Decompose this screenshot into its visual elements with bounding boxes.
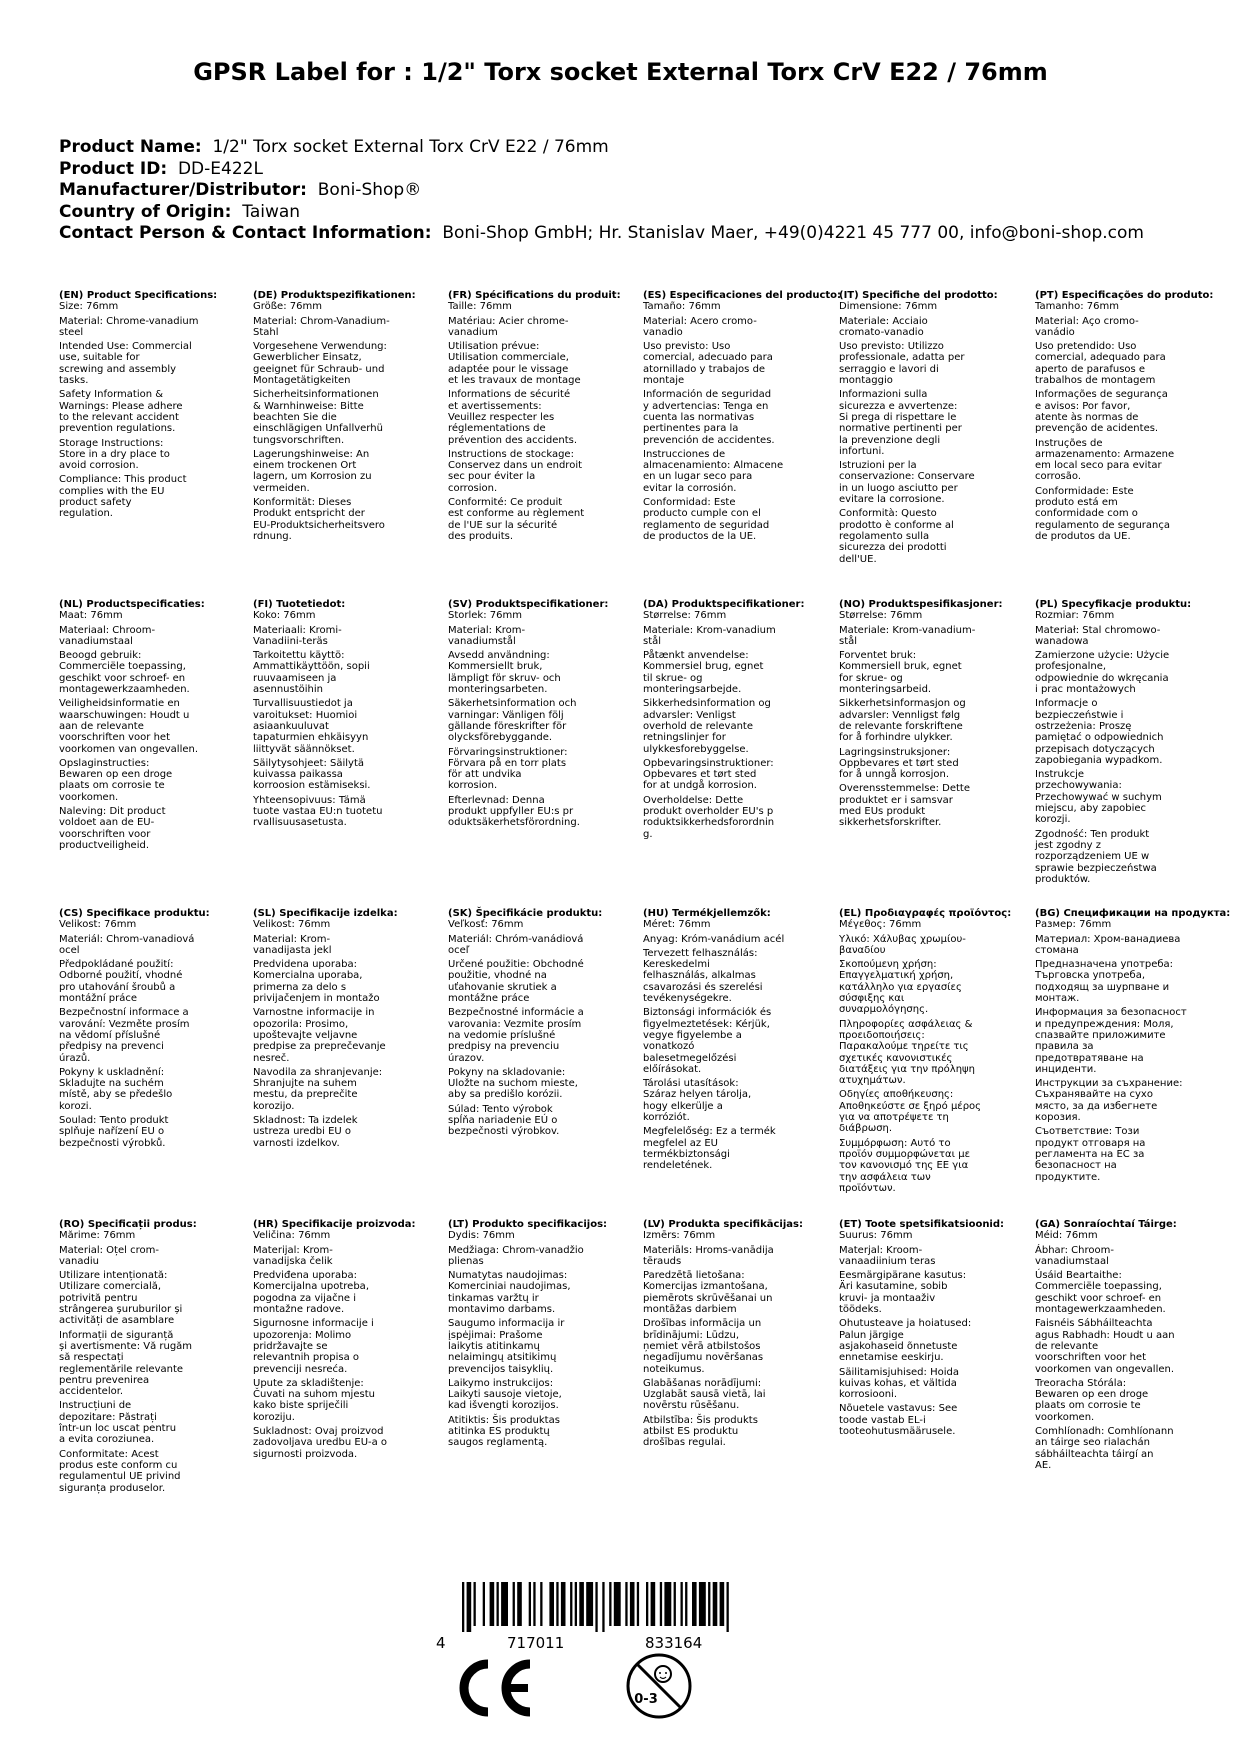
value: Boni-Shop GmbH; Hr. Stanislav Maer, +49(0)4221 45 777 00, info@boni-shop.com bbox=[442, 223, 1144, 243]
label: Manufacturer/Distributor: bbox=[59, 180, 307, 200]
spec-line: Sigurnosne informacije i upozorenja: Molimo pridržavajte se relevantnih propisa o prevenciji nesreća. bbox=[253, 1318, 374, 1375]
spec-heading: (HU) Termékjellemzők: bbox=[643, 908, 771, 919]
spec-line: Storage Instructions: Store in a dry place to avoid corrosion. bbox=[59, 437, 170, 472]
spec-line: Størrelse: 76mm bbox=[643, 610, 727, 622]
spec-heading: (SV) Produktspecifikationer: bbox=[448, 599, 609, 610]
spec-line: Skladnost: Ta izdelek ustreza uredbi EU o varnosti izdelkov. bbox=[253, 1115, 358, 1149]
spec-line: Material: Oțel crom- vanadiu bbox=[59, 1244, 159, 1267]
barcode-bar bbox=[570, 1582, 572, 1626]
barcode-bar bbox=[660, 1582, 662, 1626]
spec-line: Safety Information & Warnings: Please adhere to the relevant accident prevention regulations. bbox=[59, 389, 183, 435]
spec-block bbox=[59, 908, 239, 1152]
spec-line: Velikost: 76mm bbox=[59, 919, 137, 931]
spec-line: Bezpečnostné informácie a varovania: Vezmite prosím na vedomie príslušné predpisy na prevenciu úrazov. bbox=[448, 1007, 584, 1064]
barcode-bar bbox=[513, 1582, 515, 1626]
spec-heading: (HR) Specifikacije proizvoda: bbox=[253, 1219, 416, 1230]
barcode-bar bbox=[674, 1582, 676, 1626]
spec-block bbox=[448, 290, 628, 545]
barcode-group-1: 717011 bbox=[507, 1634, 565, 1652]
spec-line: Avsedd användning: Kommersiellt bruk, lämpligt för skruv- och monteringsarbeten. bbox=[448, 650, 561, 696]
spec-line: Zgodność: Ten produkt jest zgodny z rozporządzeniem UE w sprawie bezpieczeństwa produktów. bbox=[1035, 828, 1157, 885]
barcode-bar bbox=[602, 1582, 604, 1632]
spec-line: Rozmiar: 76mm bbox=[1035, 610, 1115, 622]
spec-line: Pokyny k uskladnění: Skladujte na suchém místě, aby se předešlo korozi. bbox=[59, 1066, 173, 1112]
barcode-bar bbox=[708, 1582, 710, 1626]
spec-line: Matériau: Acier chrome- vanadium bbox=[448, 315, 569, 338]
spec-heading: (LT) Produkto specifikacijos: bbox=[448, 1219, 608, 1230]
spec-line: Instrucțiuni de depozitare: Păstrați într-un loc uscat pentru a evita coroziunea. bbox=[59, 1400, 177, 1446]
spec-line: Informations de sécurité et avertissements: Veuillez respecter les réglementations de prévention des accidents. bbox=[448, 389, 578, 446]
barcode-bar bbox=[474, 1582, 476, 1626]
barcode-bar bbox=[586, 1582, 593, 1626]
spec-line: Conformità: Questo prodotto è conforme al regolamento sulla sicurezza dei prodotti dell'UE. bbox=[839, 508, 954, 565]
spec-line: Material: Krom- vanadiumstål bbox=[448, 624, 526, 647]
spec-block bbox=[253, 599, 433, 832]
spec-heading: (CS) Specifikace produktu: bbox=[59, 908, 210, 919]
barcode bbox=[462, 1582, 732, 1632]
spec-line: Materiale: Acciaio cromato-vanadio bbox=[839, 315, 928, 338]
spec-block bbox=[643, 290, 842, 545]
barcode-bar bbox=[595, 1582, 597, 1632]
spec-line: Materiál: Chrom-vanadiová ocel bbox=[59, 933, 195, 956]
spec-line: Atitiktis: Šis produktas atitinka ES produktų saugos reglamentą. bbox=[448, 1414, 560, 1449]
not-for-children-icon bbox=[625, 1652, 693, 1720]
spec-line: Предназначена употреба: Търговска употреба, подходящ за шурпване и монтаж. bbox=[1035, 959, 1174, 1005]
spec-heading: (SL) Specifikacije izdelka: bbox=[253, 908, 398, 919]
barcode-bar bbox=[556, 1582, 558, 1626]
spec-block bbox=[839, 908, 1019, 1197]
spec-block bbox=[1035, 599, 1215, 888]
spec-line: Material: Chrom-Vanadium- Stahl bbox=[253, 315, 390, 338]
spec-line: Istruzioni per la conservazione: Conservare in un luogo asciutto per evitare la corrosione. bbox=[839, 460, 975, 506]
barcode-bar bbox=[467, 1582, 472, 1632]
spec-block bbox=[1035, 290, 1215, 545]
spec-line: Uso pretendido: Uso comercial, adequado para aperto de parafusos e trabalhos de montagem bbox=[1035, 341, 1166, 387]
barcode-bar bbox=[561, 1582, 566, 1626]
spec-heading: (GA) Sonraíochtaí Táirge: bbox=[1035, 1219, 1177, 1230]
spec-block bbox=[1035, 908, 1231, 1186]
label: Contact Person & Contact Information: bbox=[59, 223, 432, 243]
spec-line: Overholdelse: Dette produkt overholder EU's p roduktsikkerhedsforordnin g. bbox=[643, 794, 775, 840]
barcode-digit: 4 bbox=[436, 1634, 446, 1652]
ce-mark-icon bbox=[454, 1658, 536, 1718]
spec-block bbox=[448, 908, 628, 1141]
spec-line: Instruções de armazenamento: Armazene em local seco para evitar corrosão. bbox=[1035, 437, 1175, 483]
value: 1/2" Torx socket External Torx CrV E22 / 76mm bbox=[212, 137, 609, 157]
spec-line: Größe: 76mm bbox=[253, 301, 322, 313]
spec-line: Lagerungshinweise: An einem trockenen Ort lagern, um Korrosion zu vermeiden. bbox=[253, 448, 372, 494]
barcode-bar bbox=[533, 1582, 535, 1626]
spec-line: Informații de siguranță și avertismente: Vă rugăm să respectați reglementările relevante pentru prevenirea accidentelor. bbox=[59, 1329, 193, 1398]
spec-line: Maat: 76mm bbox=[59, 610, 123, 622]
spec-line: Размер: 76mm bbox=[1035, 919, 1112, 931]
barcode-bar bbox=[614, 1582, 621, 1626]
label: Product Name: bbox=[59, 137, 202, 157]
spec-block bbox=[839, 599, 1019, 832]
spec-line: Uso previsto: Uso comercial, adecuado para atornillado y trabajos de montaje bbox=[643, 341, 773, 387]
spec-line: Opbevaringsinstruktioner: Opbevares et tørt sted for at undgå korrosion. bbox=[643, 757, 774, 792]
spec-line: Intended Use: Commercial use, suitable for screwing and assembly tasks. bbox=[59, 341, 192, 387]
spec-line: Nõuetele vastavus: See toode vastab EL-i tooteohutusmäärusele. bbox=[839, 1403, 958, 1438]
spec-line: Ohutusteave ja hoiatused: Palun järgige asjakohaseid õnnetuste ennetamise eeskirju. bbox=[839, 1318, 972, 1364]
spec-line: Medžiaga: Chrom-vanadžio plienas bbox=[448, 1244, 584, 1267]
spec-line: Material: Chrome-vanadium steel bbox=[59, 315, 199, 338]
spec-line: Předpokládané použití: Odborné použití, vhodné pro utahování šroubů a montážní práce bbox=[59, 959, 183, 1005]
age-range-label: 0-3 bbox=[634, 1692, 658, 1707]
product-id-row bbox=[59, 159, 1144, 181]
spec-line: Méid: 76mm bbox=[1035, 1230, 1098, 1242]
spec-line: Material: Acero cromo- vanadio bbox=[643, 315, 757, 338]
spec-line: Dydis: 76mm bbox=[448, 1230, 515, 1242]
spec-line: Materiał: Stal chromowo- wanadowa bbox=[1035, 624, 1161, 647]
spec-line: Materiál: Chróm-vanádiová oceľ bbox=[448, 933, 584, 956]
spec-line: Úsáid Beartaithe: Commerciële toepassing, geschikt voor schroef- en montagewerkzaamheden. bbox=[1035, 1270, 1166, 1316]
spec-line: Informações de segurança e avisos: Por favor, atente às normas de prevenção de acidentes. bbox=[1035, 389, 1168, 435]
label: Country of Origin: bbox=[59, 201, 232, 222]
spec-line: Izmērs: 76mm bbox=[643, 1230, 716, 1242]
label: Product ID: bbox=[59, 158, 168, 179]
spec-line: Instrukcje przechowywania: Przechowywać w suchym miejscu, aby zapobiec korozji. bbox=[1035, 769, 1162, 826]
spec-line: Utilisation prévue: Utilisation commerciale, adaptée pour le vissage et les travaux de montage bbox=[448, 341, 581, 387]
spec-line: Материал: Хром-ванадиева стомана bbox=[1035, 933, 1181, 956]
spec-heading: (EN) Product Specifications: bbox=[59, 290, 218, 301]
spec-line: Faisnéis Sábháilteachta agus Rabhadh: Houdt u aan de relevante voorschriften voor het voorkomen van ongevallen. bbox=[1035, 1318, 1175, 1375]
spec-line: Informacje o bezpieczeństwie i ostrzeżenia: Proszę pamiętać o odpowiednich przepisach dotyczących zapobiegania wypadkom. bbox=[1035, 698, 1164, 766]
barcode-bar bbox=[646, 1582, 648, 1626]
spec-heading: (EL) Προδιαγραφές προϊόντος: bbox=[839, 908, 1012, 919]
spec-line: Laikymo instrukcijos: Laikyti sausoje vietoje, kad išvengti korozijos. bbox=[448, 1377, 562, 1412]
spec-line: Veľkosť: 76mm bbox=[448, 919, 524, 931]
spec-heading: (LV) Produkta specifikācijas: bbox=[643, 1219, 803, 1230]
barcode-bar bbox=[609, 1582, 611, 1626]
spec-line: Forventet bruk: Kommersiell bruk, egnet for skrue- og monteringsarbeid. bbox=[839, 650, 962, 696]
barcode-bar bbox=[517, 1582, 522, 1626]
spec-heading: (FR) Spécifications du produit: bbox=[448, 290, 621, 301]
spec-line: Mărime: 76mm bbox=[59, 1230, 136, 1242]
spec-line: Utilizare intenționată: Utilizare comercială, potrivită pentru strângerea șuruburilor și activități de asamblare bbox=[59, 1270, 183, 1327]
value: Taiwan bbox=[242, 201, 301, 222]
spec-block bbox=[643, 599, 823, 843]
spec-heading: (ES) Especificaciones del producto: bbox=[643, 290, 842, 301]
barcode-bar bbox=[651, 1582, 656, 1626]
spec-block bbox=[1035, 1219, 1215, 1474]
barcode-group-2: 833164 bbox=[645, 1634, 703, 1652]
spec-line: Sikkerhedsinformation og advarsler: Venligst overhold de relevante retningslinjer for ulykkesforebyggelse. bbox=[643, 698, 771, 755]
spec-line: Materijal: Krom- vanadijska čelik bbox=[253, 1244, 333, 1267]
value: Boni-Shop® bbox=[317, 180, 422, 200]
spec-line: Predviđena uporaba: Komercijalna upotreba, pogodna za vijačne i montažne radove. bbox=[253, 1270, 369, 1316]
spec-line: Paredzētā lietošana: Komercijas izmantošana, piemērots skrūvēšanai un montāžas darbiem bbox=[643, 1270, 773, 1316]
barcode-bar bbox=[664, 1582, 671, 1626]
spec-line: Zamierzone użycie: Użycie profesjonalne, odpowiednie do wkręcania i prac montażowych bbox=[1035, 650, 1170, 696]
spec-block bbox=[448, 1219, 628, 1452]
spec-line: Určené použitie: Obchodné použitie, vhodné na uťahovanie skrutiek a montážne práce bbox=[448, 959, 584, 1005]
spec-line: Materjal: Kroom- vanaadiinium teras bbox=[839, 1244, 936, 1267]
spec-line: Инструкции за съхранение: Съхранявайте на сухо място, за да избегнете корозия. bbox=[1035, 1078, 1183, 1124]
spec-line: Megfelelőség: Ez a termék megfelel az EU termékbiztonsági rendeletének. bbox=[643, 1126, 776, 1172]
spec-line: Sukladnost: Ovaj proizvod zadovoljava uredbu EU-a o sigurnosti proizvoda. bbox=[253, 1426, 388, 1460]
spec-line: Drošības informācija un brīdinājumi: Lūdzu, ņemiet vērā atbilstošos negadījumu novēršanas noteikumus. bbox=[643, 1318, 764, 1375]
spec-line: Varnostne informacije in opozorila: Prosimo, upoštevajte veljavne predpise za preprečevanje nesreč. bbox=[253, 1007, 386, 1064]
barcode-bar bbox=[529, 1582, 531, 1626]
spec-line: Atbilstība: Šis produkts atbilst ES produktu drošības regulai. bbox=[643, 1414, 758, 1449]
barcode-bar bbox=[501, 1582, 508, 1626]
spec-line: Påtænkt anvendelse: Kommersiel brug, egnet til skrue- og monteringsarbejde. bbox=[643, 650, 764, 696]
spec-line: Säilytysohjeet: Säilytä kuivassa paikassa korroosion estämiseksi. bbox=[253, 757, 371, 792]
spec-heading: (PT) Especificações do produto: bbox=[1035, 290, 1214, 301]
spec-line: Instrucciones de almacenamiento: Almacene en un lugar seco para evitar la corrosión. bbox=[643, 448, 784, 494]
barcode-bar bbox=[540, 1582, 542, 1626]
spec-block bbox=[839, 1219, 1019, 1440]
barcode-bar bbox=[497, 1582, 499, 1626]
spec-line: Conformidade: Este produto está em conformidade com o regulamento de segurança de produtos da UE. bbox=[1035, 485, 1171, 542]
spec-block bbox=[643, 1219, 823, 1452]
spec-heading: (RO) Specificații produs: bbox=[59, 1219, 197, 1230]
spec-heading: (NL) Productspecificaties: bbox=[59, 599, 205, 610]
spec-line: Conformité: Ce produit est conforme au règlement de l'UE sur la sécurité des produits. bbox=[448, 497, 585, 542]
spec-line: Størrelse: 76mm bbox=[839, 610, 923, 622]
contact-row bbox=[59, 223, 1144, 245]
spec-heading: (NO) Produktspesifikasjoner: bbox=[839, 599, 1003, 610]
spec-heading: (PL) Specyfikacje produktu: bbox=[1035, 599, 1192, 610]
spec-line: Ábhar: Chroom- vanadiumstaal bbox=[1035, 1244, 1114, 1267]
spec-line: Información de seguridad y advertencias: Tenga en cuenta las normativas pertinentes para la prevención de accidentes. bbox=[643, 389, 775, 446]
spec-line: Σκοπούμενη χρήση: Επαγγελματική χρήση, κατάλληλο για εργασίες σύσφιξης και συναρμολόγησης. bbox=[839, 959, 962, 1016]
spec-line: Opslaginstructies: Bewaren op een droge plaats om corrosie te voorkomen. bbox=[59, 757, 173, 803]
spec-heading: (FI) Tuotetiedot: bbox=[253, 599, 346, 610]
spec-line: Förvaringsinstruktioner: Förvara på en torr plats för att undvika korrosion. bbox=[448, 746, 568, 792]
spec-line: Tamanho: 76mm bbox=[1035, 301, 1119, 313]
spec-line: Informazioni sulla sicurezza e avvertenze: Si prega di rispettare le normative pertinenti per la prevenzione degli infortuni. bbox=[839, 389, 962, 457]
barcode-bar bbox=[699, 1582, 706, 1626]
spec-line: Konformität: Dieses Produkt entspricht der EU-Produktsicherheitsvero rdnung. bbox=[253, 497, 385, 542]
spec-line: Overensstemmelse: Dette produktet er i samsvar med EUs produkt sikkerhetsforskrifter. bbox=[839, 783, 970, 829]
barcode-bar bbox=[579, 1582, 584, 1626]
spec-line: Συμμόρφωση: Αυτό το προϊόν συμμορφώνεται με τον κανονισμό της ΕΕ για την ασφάλεια των προϊόντων. bbox=[839, 1137, 970, 1194]
spec-line: Bezpečnostní informace a varování: Vezměte prosím na vědomí příslušné předpisy na prevenci úrazů. bbox=[59, 1007, 190, 1064]
spec-line: Υλικό: Χάλυβας χρωμίου- βαναδίου bbox=[839, 933, 966, 956]
spec-line: Turvallisuustiedot ja varoitukset: Huomioi asiaankuuluvat tapaturmien ehkäisyyn liittyvät säännökset. bbox=[253, 698, 369, 755]
spec-line: Materiale: Krom-vanadium stål bbox=[643, 624, 776, 647]
product-info bbox=[59, 137, 1144, 245]
spec-line: Materiaal: Chroom- vanadiumstaal bbox=[59, 624, 156, 647]
value: DD-E422L bbox=[177, 158, 263, 179]
spec-line: Treoracha Stórála: Bewaren op een droge plaats om corrosie te voorkomen. bbox=[1035, 1377, 1149, 1423]
spec-line: Conformitate: Acest produs este conform cu regulamentul UE privind siguranța produselor. bbox=[59, 1448, 181, 1494]
barcode-bar bbox=[727, 1582, 729, 1632]
barcode-bar bbox=[575, 1582, 577, 1626]
spec-line: Predvidena uporaba: Komercialna uporaba, primerna za delo s privijačenjem in montažo bbox=[253, 959, 380, 1005]
spec-line: Vorgesehene Verwendung: Gewerblicher Einsatz, geeignet für Schraub- und Montagetätigkeiten bbox=[253, 341, 387, 387]
spec-line: Tárolási utasítások: Száraz helyen tárolja, hogy elkerülje a korróziót. bbox=[643, 1078, 752, 1124]
spec-line: Uso previsto: Utilizzo professionale, adatta per serraggio e lavori di montaggio bbox=[839, 341, 965, 387]
spec-line: Μέγεθος: 76mm bbox=[839, 919, 922, 931]
spec-block bbox=[59, 1219, 239, 1497]
spec-line: Naleving: Dit product voldoet aan de EU- voorschriften voor productveiligheid. bbox=[59, 806, 166, 851]
country-row bbox=[59, 202, 1144, 224]
spec-line: Velikost: 76mm bbox=[253, 919, 331, 931]
spec-line: Säilitamisjuhised: Hoida kuivas kohas, et vältida korrosiooni. bbox=[839, 1366, 959, 1401]
spec-line: Anyag: Króm-vanádium acél bbox=[643, 933, 785, 945]
spec-line: Súlad: Tento výrobok spĺňa nariadenie EÚ o bezpečnosti výrobkov. bbox=[448, 1103, 560, 1138]
spec-line: Säkerhetsinformation och varningar: Vänligen följ gällande föreskrifter för olycksförebyggande. bbox=[448, 698, 577, 744]
spec-line: Conformidad: Este producto cumple con el reglamento de seguridad de productos de la UE. bbox=[643, 497, 770, 542]
spec-line: Yhteensopivuus: Tämä tuote vastaa EU:n tuotetu rvallisuusasetusta. bbox=[253, 794, 383, 829]
spec-block bbox=[448, 599, 628, 832]
spec-line: Tamaño: 76mm bbox=[643, 301, 721, 313]
spec-block bbox=[253, 908, 433, 1152]
spec-line: Storlek: 76mm bbox=[448, 610, 522, 622]
spec-line: Saugumo informacija ir įspėjimai: Prašome laikytis atitinkamų nelaimingų atsitikimų prevencijos taisyklių. bbox=[448, 1318, 565, 1375]
barcode-bar bbox=[720, 1582, 725, 1626]
spec-heading: (DE) Produktspezifikationen: bbox=[253, 290, 416, 301]
barcode-bar bbox=[681, 1582, 683, 1626]
spec-line: Sikkerhetsinformasjon og advarsler: Vennligst følg de relevante forskriftene for å forhindre ulykker. bbox=[839, 698, 966, 744]
barcode-bar bbox=[692, 1582, 697, 1626]
spec-heading: (ET) Toote spetsifikatsioonid: bbox=[839, 1219, 1005, 1230]
spec-line: Soulad: Tento produkt splňuje nařízení EU o bezpečnosti výrobků. bbox=[59, 1115, 169, 1149]
manufacturer-row bbox=[59, 180, 1144, 202]
spec-line: Glabāšanas norādījumi: Uzglabāt sausā vietā, lai novērstu rūsēšanu. bbox=[643, 1377, 766, 1412]
spec-line: Material: Aço cromo- vanádio bbox=[1035, 315, 1139, 338]
spec-block bbox=[839, 290, 1019, 568]
spec-line: Veiligheidsinformatie en waarschuwingen: Houdt u aan de relevante voorschriften voor het voorkomen van ongevallen. bbox=[59, 698, 199, 755]
spec-heading: (BG) Спецификации на продукта: bbox=[1035, 908, 1231, 919]
spec-line: Информация за безопасност и предупреждения: Моля, спазвайте приложимите правила за предотвратяване на инциденти. bbox=[1035, 1007, 1187, 1075]
barcode-bar bbox=[685, 1582, 687, 1626]
spec-line: Upute za skladištenje: Čuvati na suhom mjestu kako biste spriječili koroziju. bbox=[253, 1377, 375, 1423]
spec-line: Comhlíonadh: Comhlíonann an táirge seo rialachán sábháilteachta táirgí an AE. bbox=[1035, 1426, 1174, 1471]
spec-line: Instructions de stockage: Conservez dans un endroit sec pour éviter la corrosion. bbox=[448, 448, 583, 494]
product-name-row bbox=[59, 137, 1144, 159]
barcode-bar bbox=[630, 1582, 635, 1626]
spec-line: Compliance: This product complies with the EU product safety regulation. bbox=[59, 474, 187, 520]
barcode-bar bbox=[713, 1582, 718, 1626]
spec-block bbox=[59, 290, 239, 523]
spec-line: Suurus: 76mm bbox=[839, 1230, 913, 1242]
barcode-bar bbox=[549, 1582, 554, 1626]
spec-line: Οδηγίες αποθήκευσης: Αποθηκεύστε σε ξηρό μέρος για να αποτρέψετε τη διάβρωση. bbox=[839, 1089, 982, 1135]
spec-line: Size: 76mm bbox=[59, 301, 119, 313]
spec-line: Lagringsinstruksjoner: Oppbevares et tørt sted for å unngå korrosjon. bbox=[839, 746, 959, 781]
barcode-bar bbox=[483, 1582, 485, 1626]
spec-line: Efterlevnad: Denna produkt uppfyller EU:s pr oduktsäkerhetsförordning. bbox=[448, 794, 580, 829]
spec-line: Tarkoitettu käyttö: Ammattikäyttöön, sopii ruuvaamiseen ja asennustöihin bbox=[253, 650, 370, 696]
spec-line: Veličina: 76mm bbox=[253, 1230, 331, 1242]
spec-line: Numatytas naudojimas: Komerciniai naudojimas, tinkamas varžtų ir montavimo darbams. bbox=[448, 1270, 571, 1316]
spec-line: Méret: 76mm bbox=[643, 919, 711, 931]
spec-block bbox=[253, 1219, 433, 1463]
spec-line: Dimensione: 76mm bbox=[839, 301, 938, 313]
spec-line: Beoogd gebruik: Commerciële toepassing, geschikt voor schroef- en montagewerkzaamheden. bbox=[59, 650, 190, 696]
spec-line: Eesmärgipärane kasutus: Äri kasutamine, sobib kruvi- ja montaaživ töödeks. bbox=[839, 1270, 967, 1316]
spec-line: Tervezett felhasználás: Kereskedelmi felhasználás, alkalmas csavarozási és szerelési tevékenységekre. bbox=[643, 947, 763, 1005]
spec-heading: (DA) Produktspecifikationer: bbox=[643, 599, 805, 610]
spec-block bbox=[253, 290, 433, 545]
barcode-bar bbox=[637, 1582, 639, 1626]
barcode-bar bbox=[462, 1582, 464, 1632]
spec-line: Materiāls: Hroms-vanādija tērauds bbox=[643, 1244, 774, 1267]
spec-line: Pokyny na skladovanie: Uložte na suchom mieste, aby sa predišlo korózii. bbox=[448, 1066, 578, 1101]
spec-line: Съответствие: Този продукт отговаря на регламента на ЕС за безопасност на продуктите. bbox=[1035, 1126, 1146, 1183]
spec-line: Biztonsági információk és figyelmeztetések: Kérjük, vegye figyelembe a vonatkozó balesetmegelőzési előírásokat. bbox=[643, 1007, 772, 1075]
spec-block bbox=[643, 908, 823, 1175]
spec-line: Sicherheitsinformationen & Warnhinweise: Bitte beachten Sie die einschlägigen Unfallverhü tungsvorschriften. bbox=[253, 389, 383, 446]
spec-line: Material: Krom- vanadijasta jekl bbox=[253, 933, 332, 956]
spec-line: Πληροφορίες ασφάλειας & προειδοποιήσεις: Παρακαλούμε τηρείτε τις σχετικές κανονιστικές διατάξεις για την πρόληψη ατυχημάτων. bbox=[839, 1018, 975, 1087]
spec-line: Koko: 76mm bbox=[253, 610, 316, 622]
barcode-bar bbox=[490, 1582, 495, 1626]
barcode-bar bbox=[625, 1582, 627, 1626]
spec-line: Materiaali: Kromi- Vanadiini-teräs bbox=[253, 624, 342, 647]
spec-line: Taille: 76mm bbox=[448, 301, 512, 313]
spec-heading: (SK) Špecifikácie produktu: bbox=[448, 908, 603, 919]
spec-line: Navodila za shranjevanje: Shranjujte na suhem mestu, da preprečite korozijo. bbox=[253, 1066, 383, 1112]
spec-block bbox=[59, 599, 239, 854]
spec-heading: (IT) Specifiche del prodotto: bbox=[839, 290, 998, 301]
page-title: GPSR Label for : 1/2" Torx socket External Torx CrV E22 / 76mm bbox=[193, 58, 1048, 86]
spec-line: Materiale: Krom-vanadium- stål bbox=[839, 624, 976, 647]
